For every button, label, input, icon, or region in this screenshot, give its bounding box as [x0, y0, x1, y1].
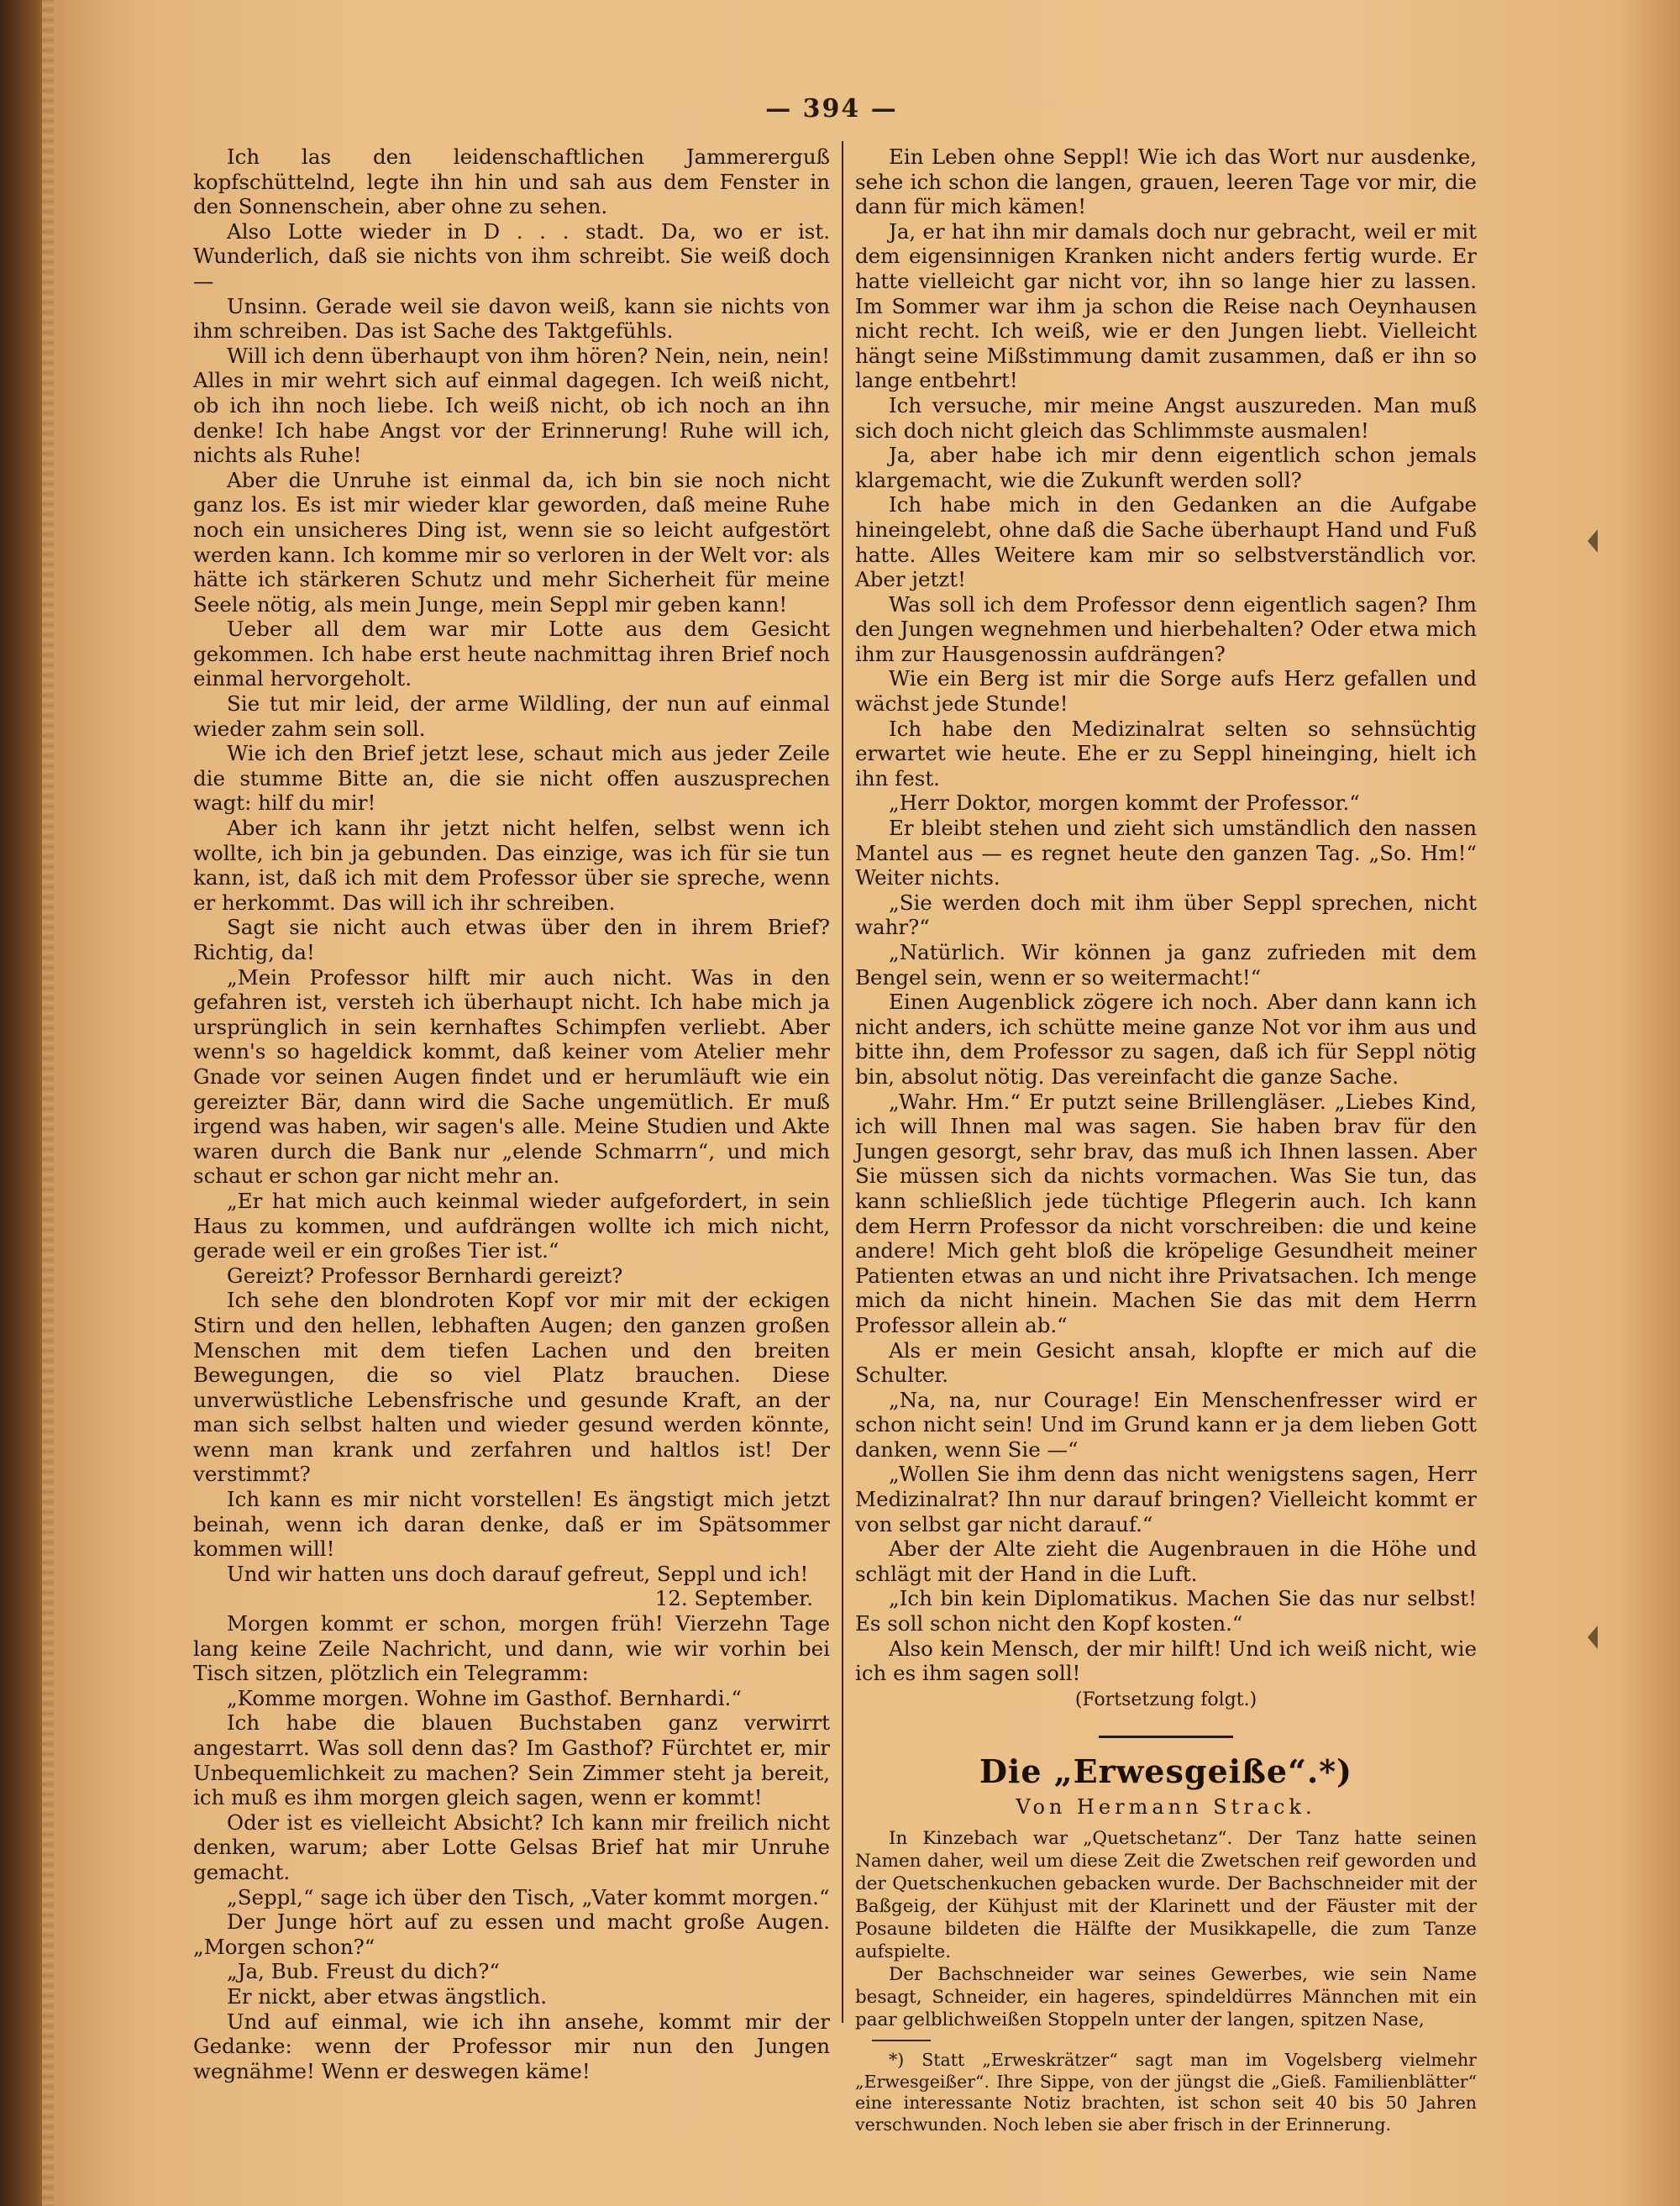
- paragraph: Ein Leben ohne Seppl! Wie ich das Wort nur ausdenke, sehe ich schon die langen, grauen, leeren Tage vor mir, die dann für mich kämen!: [855, 144, 1477, 219]
- paragraph: In Kinzebach war „Quetschetanz“. Der Tanz hatte seinen Namen daher, weil um diese Zeit die Zwetschen reif geworden und der Quetschenkuchen gebacken wurde. Der Bachschneider mit der Baßgeig, der Kühjust mit der Klarinett und der Fäuster mit der Posaune bildeten die Hälfte der Musikkapelle, die zum Tanze aufspielte.: [855, 1828, 1477, 1962]
- paragraph: Ich habe mich in den Gedanken an die Aufgabe hineingelebt, ohne daß die Sache überhaupt Hand und Fuß hatte. Alles Weitere kam mir so selbstverständlich vor. Aber jetzt!: [855, 492, 1477, 592]
- column-divider: [842, 141, 843, 2023]
- paragraph: Also Lotte wieder in D . . . stadt. Da, wo er ist. Wunderlich, daß sie nichts von ihm schreibt. Sie weiß doch —: [193, 218, 830, 293]
- paragraph: Als er mein Gesicht ansah, klopfte er mich auf die Schulter.: [855, 1337, 1477, 1388]
- paragraph: „Komme morgen. Wohne im Gasthof. Bernhardi.“: [227, 1685, 742, 1710]
- section-rule: [1099, 1736, 1233, 1738]
- paragraph: „Ja, Bub. Freust du dich?“: [227, 1959, 500, 1984]
- paragraph: „Mein Professor hilft mir auch nicht. Was in den gefahren ist, versteh ich überhaupt nicht. Ich habe mich ja ursprünglich in sein kernhaftes Schimpfen verliebt. Aber wenn's so hageldick kommt, daß keiner vom Atelier mehr Gnade vor seinen Augen findet und er herumläuft wie ein gereizter Bär, dann wird die Sache ungemütlich. Er muß irgend was haben, wir sagen's alle. Meine Studien und Akte waren durch die Bank nur „elende Schmarrn“, und mich schaut er schon gar nicht mehr an.: [193, 964, 830, 1189]
- paragraph: Will ich denn überhaupt von ihm hören? Nein, nein, nein! Alles in mir wehrt sich auf einmal dagegen. Ich weiß nicht, ob ich ihn noch liebe. Ich weiß nicht, ob ich noch an ihn denke! Ich habe Angst vor der Erinnerung! Ruhe will ich, nichts als Ruhe!: [193, 343, 830, 468]
- paragraph: Wie ein Berg ist mir die Sorge aufs Herz gefallen und wächst jede Stunde!: [855, 666, 1477, 717]
- paragraph: „Na, na, nur Courage! Ein Menschenfresser wird er schon nicht sein! Und im Grund kann er ja dem lieben Gott danken, wenn Sie —“: [855, 1387, 1477, 1462]
- paragraph: „Natürlich. Wir können ja ganz zufrieden mit dem Bengel sein, wenn er so weitermacht!“: [855, 940, 1477, 990]
- continued-note: (Fortsetzung folgt.): [1074, 1689, 1257, 1710]
- paragraph: „Wollen Sie ihm denn das nicht wenigstens sagen, Herr Medizinalrat? Ihn nur darauf bringen? Vielleicht kommt er von selbst gar nicht darauf.“: [855, 1462, 1477, 1536]
- paragraph: Der Junge hört auf zu essen und macht große Augen. „Morgen schon?“: [193, 1909, 830, 1959]
- paragraph: Aber die Unruhe ist einmal da, ich bin sie noch nicht ganz los. Es ist mir wieder klar geworden, daß meine Ruhe noch ein unsicheres Ding ist, wenn sie so leicht aufgestört werden kann. Ich komme mir so verloren in der Welt vor: als hätte ich stärkeren Schutz und mehr Sicherheit für meine Seele nötig, als mein Junge, mein Seppl mir geben kann!: [193, 467, 830, 617]
- paragraph: „Er hat mich auch keinmal wieder aufgefordert, in sein Haus zu kommen, und aufdrängen wollte ich mich nicht, gerade weil er ein großes Tier ist.“: [193, 1188, 830, 1263]
- paragraph: Aber ich kann ihr jetzt nicht helfen, selbst wenn ich wollte, ich bin ja gebunden. Das einzige, was ich für sie tun kann, ist, daß ich mit dem Professor über sie spreche, wenn er herkommt. Das will ich ihr schreiben.: [193, 816, 830, 915]
- paragraph: Was soll ich dem Professor denn eigentlich sagen? Ihm den Jungen wegnehmen und hierbehalten? Oder etwa mich ihm zur Hausgenossin aufdrängen?: [855, 591, 1477, 666]
- paragraph: Ja, aber habe ich mir denn eigentlich schon jemals klargemacht, wie die Zukunft werden soll?: [855, 443, 1477, 492]
- paragraph: Ich versuche, mir meine Angst auszureden. Man muß sich doch nicht gleich das Schlimmste ausmalen!: [855, 392, 1477, 443]
- binding-clip-mark: [1588, 529, 1598, 553]
- paragraph: Unsinn. Gerade weil sie davon weiß, kann sie nichts von ihm schreiben. Das ist Sache des Taktgefühls.: [193, 293, 830, 344]
- entry-date: 12. September.: [654, 1586, 813, 1611]
- paragraph: Wie ich den Brief jetzt lese, schaut mich aus jeder Zeile die stumme Bitte an, die sie nicht offen auszusprechen wagt: hilf du mir!: [193, 741, 830, 816]
- paragraph: Und wir hatten uns doch darauf gefreut, Seppl und ich!: [227, 1561, 809, 1586]
- right-column: [855, 144, 1477, 2135]
- paragraph: „Herr Doktor, morgen kommt der Professor.“: [889, 790, 1360, 816]
- paragraph: Einen Augenblick zögere ich noch. Aber dann kann ich nicht anders, ich schütte meine ganze Not vor ihm aus und bitte ihn, dem Professor zu sagen, daß ich für Seppl nötig bin, absolut nötig. Das vereinfacht die ganze Sache.: [855, 990, 1477, 1089]
- paragraph: „Ich bin kein Diplomatikus. Machen Sie das nur selbst! Es soll schon nicht den Kopf kosten.“: [855, 1586, 1477, 1636]
- paragraph: Ich sehe den blondroten Kopf vor mir mit der eckigen Stirn und den hellen, lebhaften Augen; den ganzen großen Menschen mit dem tiefen Lachen und den breiten Bewegungen, die so viel Platz brauchen. Diese unverwüstliche Lebensfrische und gesunde Kraft, an der man sich selbst halten und wieder gesund werden könnte, wenn man krank und zerfahren und haltlos ist! Der verstimmt?: [193, 1288, 830, 1487]
- paragraph: Sie tut mir leid, der arme Wildling, der nun auf einmal wieder zahm sein soll.: [193, 691, 830, 741]
- footnote-rule: [872, 2040, 931, 2041]
- paragraph: „Sie werden doch mit ihm über Seppl sprechen, nicht wahr?“: [855, 890, 1477, 940]
- paragraph: Der Bachschneider war seines Gewerbes, wie sein Name besagt, Schneider, ein hageres, spindeldürres Männchen mit ein paar gelblichweißen Stoppeln unter der langen, spitzen Nase,: [855, 1964, 1477, 2030]
- paragraph: Sagt sie nicht auch etwas über den in ihrem Brief? Richtig, da!: [193, 915, 830, 964]
- paragraph: Morgen kommt er schon, morgen früh! Vierzehn Tage lang keine Zeile Nachricht, und dann, wie wir vorhin bei Tisch sitzen, plötzlich ein Telegramm:: [193, 1611, 830, 1686]
- paragraph: Ich kann es mir nicht vorstellen! Es ängstigt mich jetzt beinah, wenn ich daran denke, daß er im Spätsommer kommen will!: [193, 1487, 830, 1562]
- serial-text: [855, 144, 1477, 1686]
- paragraph: Also kein Mensch, der mir hilft! Und ich weiß nicht, wie ich es ihm sagen soll!: [855, 1636, 1477, 1686]
- page-stack-edge: [42, 0, 54, 2206]
- story-body: [855, 1827, 1477, 2031]
- paragraph: Ich las den leidenschaftlichen Jammererguß kopfschüttelnd, legte ihn hin und sah aus dem Fenster in den Sonnenschein, aber ohne zu sehen.: [193, 144, 830, 219]
- paragraph: Aber der Alte zieht die Augenbrauen in die Höhe und schlägt mit der Hand in die Luft.: [855, 1536, 1477, 1586]
- paragraph: Ueber all dem war mir Lotte aus dem Gesicht gekommen. Ich habe erst heute nachmittag ihren Brief noch einmal hervorgeholt.: [193, 617, 830, 691]
- story-title: Die „Erwesgeiße“.*): [979, 1752, 1353, 1791]
- left-column: [193, 144, 830, 2083]
- paragraph: Und auf einmal, wie ich ihn ansehe, kommt mir der Gedanke: wenn der Professor mir nun den Jungen wegnähme! Wenn er deswegen käme!: [193, 2009, 830, 2083]
- paragraph: Er nickt, aber etwas ängstlich.: [227, 1983, 548, 2009]
- paragraph: „Seppl,“ sage ich über den Tisch, „Vater kommt morgen.“: [227, 1884, 830, 1909]
- paragraph: „Wahr. Hm.“ Er putzt seine Brillengläser. „Liebes Kind, ich will Ihnen mal was sagen. Sie haben brav für den Jungen gesorgt, sehr brav, das muß ich Ihnen lassen. Aber Sie müssen sich da nichts vormachen. Was Sie tun, das kann schließlich jede tüchtige Pflegerin auch. Ich kann dem Herrn Professor da nicht vorschreiben: die und keine andere! Mich geht bloß die kröpelige Gesundheit meiner Patienten etwas an und nicht ihre Privatsachen. Ich menge mich da nicht hinein. Machen Sie das mit dem Herrn Professor allein ab.“: [855, 1089, 1477, 1337]
- page-number: — 394 —: [765, 94, 898, 123]
- binding-clip-mark: [1588, 1626, 1598, 1649]
- paragraph: Ich habe den Medizinalrat selten so sehnsüchtig erwartet wie heute. Ehe er zu Seppl hineinging, hielt ich ihn fest.: [855, 716, 1477, 790]
- paragraph: Ja, er hat ihn mir damals doch nur gebracht, weil er mit dem eigensinnigen Kranken nicht anders fertig wurde. Er hatte vielleicht gar nicht vor, ihn so lange hier zu lassen. Im Sommer war ihm ja schon die Reise nach Oeynhausen nicht recht. Ich weiß, wie er den Jungen liebt. Vielleicht hängt seine Mißstimmung damit zusammen, daß er ihn so lange entbehrt!: [855, 218, 1477, 393]
- paragraph: Oder ist es vielleicht Absicht? Ich kann mir freilich nicht denken, warum; aber Lotte Gelsas Brief hat mir Unruhe gemacht.: [193, 1809, 830, 1884]
- paragraph: Er bleibt stehen und zieht sich umständlich den nassen Mantel aus — es regnet heute den ganzen Tag. „So. Hm!“ Weiter nichts.: [855, 816, 1477, 890]
- story-byline: Von Hermann Strack.: [1016, 1795, 1316, 1820]
- footnote: *) Statt „Erweskrätzer“ sagt man im Vogelsberg vielmehr „Erwesgeißer“. Ihre Sippe, von der jüngst die „Gieß. Familienblätter“ eine interessante Notiz brachten, ist schon seit 40 bis 50 Jahren verschwunden. Noch leben sie aber frisch in der Erinnerung.: [855, 2050, 1477, 2135]
- paragraph: Ich habe die blauen Buchstaben ganz verwirrt angestarrt. Was soll denn das? Im Gasthof? Fürchtet er, mir Unbequemlichkeit zu machen? Sein Zimmer steht ja bereit, ich muß es ihm morgen gleich sagen, wenn er kommt!: [193, 1710, 830, 1810]
- paragraph: Gereizt? Professor Bernhardi gereizt?: [227, 1263, 623, 1288]
